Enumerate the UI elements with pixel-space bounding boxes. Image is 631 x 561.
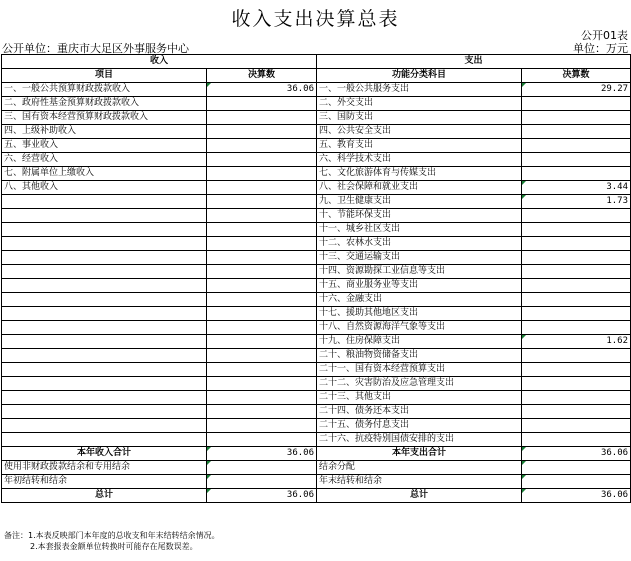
income-item-cell — [2, 307, 207, 321]
income-value-cell — [207, 349, 317, 363]
table-row — [2, 419, 631, 433]
expense-item-cell: 二十六、抗疫特别国债安排的支出 — [317, 433, 522, 447]
income-value-cell — [207, 167, 317, 181]
expense-item-cell: 二、外交支出 — [317, 97, 522, 111]
income-item-cell: 五、事业收入 — [2, 139, 207, 153]
income-item-cell — [2, 405, 207, 419]
expense-item-cell: 二十二、灾害防治及应急管理支出 — [317, 377, 522, 391]
income-value-cell — [207, 223, 317, 237]
income-value-cell — [207, 391, 317, 405]
income-item-cell — [2, 321, 207, 335]
income-item-cell: 七、附属单位上缴收入 — [2, 167, 207, 181]
reporting-unit: 公开单位：重庆市大足区外事服务中心 — [2, 42, 189, 55]
income-item-cell — [2, 349, 207, 363]
balance-alloc-label: 结余分配 — [317, 461, 522, 475]
expense-value-cell — [522, 111, 631, 125]
expense-item-cell: 七、文化旅游体育与传媒支出 — [317, 167, 522, 181]
income-value-cell — [207, 153, 317, 167]
expense-item-cell: 十、节能环保支出 — [317, 209, 522, 223]
expense-value-cell — [522, 391, 631, 405]
expense-item-cell: 二十四、债务还本支出 — [317, 405, 522, 419]
footnote-2: 2.本套报表金额单位转换时可能存在尾数误差。 — [30, 542, 198, 551]
grand-total-label-left: 总计 — [2, 489, 207, 503]
expense-item-cell: 十六、金融支出 — [317, 293, 522, 307]
expense-value-cell: 1.73 — [522, 195, 631, 209]
table-row — [2, 251, 631, 265]
expense-item-cell: 十四、资源勘探工业信息等支出 — [317, 265, 522, 279]
income-value-cell — [207, 251, 317, 265]
income-value-cell — [207, 139, 317, 153]
income-item-cell: 六、经营收入 — [2, 153, 207, 167]
income-value-cell — [207, 321, 317, 335]
income-item-cell: 二、政府性基金预算财政拨款收入 — [2, 97, 207, 111]
table-row — [2, 433, 631, 447]
footnote-1: 备注：1.本表反映部门本年度的总收支和年末结转结余情况。 — [4, 531, 220, 540]
expense-value-cell: 29.27 — [522, 83, 631, 97]
expense-item-cell: 二十五、债务付息支出 — [317, 419, 522, 433]
expense-value-cell — [522, 139, 631, 153]
income-value-cell — [207, 293, 317, 307]
income-item-cell — [2, 335, 207, 349]
table-row — [2, 321, 631, 335]
table-row — [2, 237, 631, 251]
expense-item-cell: 二十、粮油物资储备支出 — [317, 349, 522, 363]
income-item-cell: 八、其他收入 — [2, 181, 207, 195]
currency-unit: 单位：万元 — [573, 42, 628, 55]
table-row — [2, 111, 631, 125]
income-value-cell — [207, 209, 317, 223]
income-value-cell — [207, 125, 317, 139]
expense-value-cell — [522, 209, 631, 223]
table-row — [2, 181, 631, 195]
income-value-cell — [207, 181, 317, 195]
income-value-cell — [207, 237, 317, 251]
expense-item-cell: 十二、农林水支出 — [317, 237, 522, 251]
year-expense-total-value: 36.06 — [522, 447, 631, 461]
table-row — [2, 223, 631, 237]
expense-value-cell — [522, 251, 631, 265]
income-item-cell: 四、上级补助收入 — [2, 125, 207, 139]
use-balance-label: 使用非财政拨款结余和专用结余 — [2, 461, 207, 475]
income-expense-table — [1, 54, 631, 503]
income-item-cell — [2, 237, 207, 251]
table-row — [2, 391, 631, 405]
income-item-cell — [2, 377, 207, 391]
expense-value-cell — [522, 377, 631, 391]
grand-total-value-right: 36.06 — [522, 489, 631, 503]
expense-value-cell — [522, 237, 631, 251]
income-value-cell — [207, 433, 317, 447]
expense-value-cell — [522, 153, 631, 167]
begin-balance-label: 年初结转和结余 — [2, 475, 207, 489]
table-row — [2, 125, 631, 139]
table-row — [2, 97, 631, 111]
table-row — [2, 363, 631, 377]
grand-total-label-right: 总计 — [317, 489, 522, 503]
income-value-cell — [207, 363, 317, 377]
income-value-cell — [207, 265, 317, 279]
income-item-cell — [2, 195, 207, 209]
expense-item-cell: 二十三、其他支出 — [317, 391, 522, 405]
expense-value-cell: 3.44 — [522, 181, 631, 195]
expense-value-cell — [522, 307, 631, 321]
table-row — [2, 279, 631, 293]
table-row — [2, 153, 631, 167]
table-row — [2, 83, 631, 97]
income-item-cell — [2, 391, 207, 405]
expense-item-cell: 九、卫生健康支出 — [317, 195, 522, 209]
use-balance-value — [207, 461, 317, 475]
expense-value-cell — [522, 363, 631, 377]
expense-value-cell — [522, 279, 631, 293]
income-item-cell: 一、一般公共预算财政拨款收入 — [2, 83, 207, 97]
expense-value-cell: 1.62 — [522, 335, 631, 349]
income-value-cell — [207, 111, 317, 125]
income-value-cell — [207, 195, 317, 209]
expense-item-cell: 二十一、国有资本经营预算支出 — [317, 363, 522, 377]
expense-item-cell: 十九、住房保障支出 — [317, 335, 522, 349]
column-header-row — [2, 69, 631, 83]
table-row — [2, 377, 631, 391]
table-row — [2, 265, 631, 279]
income-value-cell — [207, 97, 317, 111]
expense-item-cell: 八、社会保障和就业支出 — [317, 181, 522, 195]
expense-item-cell: 四、公共安全支出 — [317, 125, 522, 139]
income-item-cell: 三、国有资本经营预算财政拨款收入 — [2, 111, 207, 125]
expense-item-cell: 一、一般公共服务支出 — [317, 83, 522, 97]
table-row — [2, 405, 631, 419]
income-item-cell — [2, 279, 207, 293]
income-item-cell — [2, 209, 207, 223]
expense-amount-column-header: 决算数 — [522, 69, 631, 83]
income-value-cell — [207, 405, 317, 419]
begin-balance-value — [207, 475, 317, 489]
expense-section-header: 支出 — [317, 55, 631, 69]
table-row — [2, 293, 631, 307]
balance-alloc-value — [522, 461, 631, 475]
income-value-cell: 36.06 — [207, 83, 317, 97]
income-value-cell — [207, 307, 317, 321]
expense-value-cell — [522, 321, 631, 335]
grand-total-value-left: 36.06 — [207, 489, 317, 503]
expense-item-cell: 十七、援助其他地区支出 — [317, 307, 522, 321]
year-total-row — [2, 447, 631, 461]
table-row — [2, 335, 631, 349]
expense-item-cell: 十一、城乡社区支出 — [317, 223, 522, 237]
income-item-cell — [2, 419, 207, 433]
function-class-column-header: 功能分类科目 — [317, 69, 522, 83]
income-item-cell — [2, 251, 207, 265]
income-value-cell — [207, 377, 317, 391]
expense-value-cell — [522, 265, 631, 279]
expense-value-cell — [522, 223, 631, 237]
income-item-cell — [2, 223, 207, 237]
income-item-cell — [2, 433, 207, 447]
table-row — [2, 209, 631, 223]
income-value-cell — [207, 335, 317, 349]
unit-row — [2, 40, 628, 54]
expense-item-cell: 十八、自然资源海洋气象等支出 — [317, 321, 522, 335]
income-item-cell — [2, 293, 207, 307]
balance-use-row — [2, 461, 631, 475]
expense-value-cell — [522, 433, 631, 447]
income-item-cell — [2, 265, 207, 279]
end-balance-label: 年末结转和结余 — [317, 475, 522, 489]
income-value-cell — [207, 419, 317, 433]
expense-item-cell: 六、科学技术支出 — [317, 153, 522, 167]
expense-value-cell — [522, 97, 631, 111]
expense-item-cell: 十三、交通运输支出 — [317, 251, 522, 265]
carryover-row — [2, 475, 631, 489]
table-row — [2, 167, 631, 181]
footnotes — [4, 530, 220, 552]
year-income-total-label: 本年收入合计 — [2, 447, 207, 461]
expense-item-cell: 五、教育支出 — [317, 139, 522, 153]
expense-item-cell: 十五、商业服务业等支出 — [317, 279, 522, 293]
expense-value-cell — [522, 349, 631, 363]
income-section-header: 收入 — [2, 55, 317, 69]
income-item-cell — [2, 363, 207, 377]
year-income-total-value: 36.06 — [207, 447, 317, 461]
form-number: 公开01表 — [581, 29, 628, 42]
section-header-row — [2, 55, 631, 69]
expense-value-cell — [522, 167, 631, 181]
table-row — [2, 195, 631, 209]
expense-value-cell — [522, 293, 631, 307]
page-title: 收入支出决算总表 — [231, 8, 400, 30]
income-value-cell — [207, 279, 317, 293]
expense-value-cell — [522, 405, 631, 419]
end-balance-value — [522, 475, 631, 489]
table-row — [2, 139, 631, 153]
income-amount-column-header: 决算数 — [207, 69, 317, 83]
grand-total-row — [2, 489, 631, 503]
expense-value-cell — [522, 419, 631, 433]
table-row — [2, 307, 631, 321]
year-expense-total-label: 本年支出合计 — [317, 447, 522, 461]
item-column-header: 项目 — [2, 69, 207, 83]
expense-item-cell: 三、国防支出 — [317, 111, 522, 125]
table-row — [2, 349, 631, 363]
expense-value-cell — [522, 125, 631, 139]
